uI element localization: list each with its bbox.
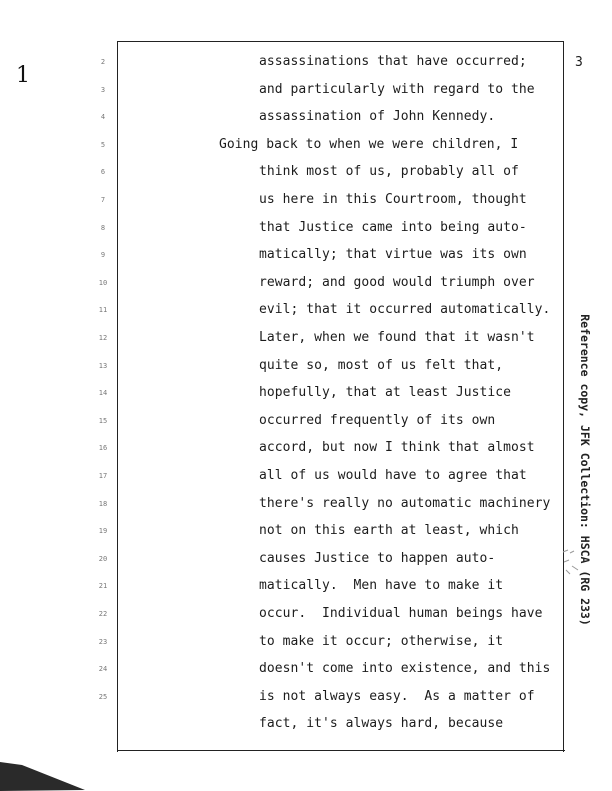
transcript-line: reward; and good would triumph over bbox=[259, 274, 535, 290]
reference-stamp: Reference copy, JFK Collection: HSCA (RG 233) bbox=[578, 314, 592, 626]
line-number: 24 bbox=[98, 665, 108, 674]
binding-shadow bbox=[0, 762, 90, 791]
transcript-line: and particularly with regard to the bbox=[259, 81, 535, 97]
ink-smudge bbox=[560, 548, 582, 576]
corner-mark: 1 bbox=[16, 63, 30, 88]
transcript-line: that Justice came into being auto- bbox=[259, 219, 527, 235]
line-number: 22 bbox=[98, 610, 108, 618]
line-number: 12 bbox=[98, 334, 108, 342]
transcript-line: evil; that it occurred automatically. bbox=[259, 302, 551, 318]
line-number: 14 bbox=[98, 389, 108, 398]
line-number: 19 bbox=[98, 527, 108, 536]
line-number: 17 bbox=[98, 472, 108, 480]
transcript-line: all of us would have to agree that bbox=[259, 468, 527, 483]
transcript-line: occurred frequently of its own bbox=[259, 412, 496, 428]
line-number: 4 bbox=[100, 113, 106, 122]
line-number: 13 bbox=[98, 361, 108, 370]
line-number: 10 bbox=[98, 278, 108, 287]
line-number: 5 bbox=[100, 140, 106, 149]
transcript-line: causes Justice to happen auto- bbox=[259, 550, 496, 566]
transcript-line: occur. Individual human beings have bbox=[259, 606, 543, 621]
line-number: 25 bbox=[98, 692, 108, 701]
line-number: 3 bbox=[100, 85, 106, 94]
transcript-line: assassination of John Kennedy. bbox=[259, 109, 496, 125]
transcript-line: matically. Men have to make it bbox=[259, 578, 504, 594]
transcript-line: assassinations that have occurred; bbox=[259, 54, 527, 69]
transcript-line: matically; that virtue was its own bbox=[259, 247, 527, 263]
line-number: 16 bbox=[98, 444, 108, 453]
line-number: 21 bbox=[98, 582, 108, 591]
transcript-line: think most of us, probably all of bbox=[259, 164, 519, 180]
transcript-line: us here in this Courtroom, thought bbox=[259, 192, 527, 207]
bottom-rule bbox=[117, 750, 565, 751]
transcript-line: to make it occur; otherwise, it bbox=[259, 633, 504, 649]
line-number: 23 bbox=[98, 637, 108, 646]
line-number: 9 bbox=[100, 251, 106, 260]
line-number: 6 bbox=[100, 168, 106, 177]
line-number: 20 bbox=[98, 554, 108, 563]
transcript-line: not on this earth at least, which bbox=[259, 523, 519, 539]
line-number: 7 bbox=[100, 196, 106, 204]
transcript-line: Going back to when we were children, I bbox=[219, 136, 519, 152]
transcript-line: there's really no automatic machinery bbox=[259, 495, 551, 511]
transcript-line: fact, it's always hard, because bbox=[259, 716, 504, 732]
page-number: 3 bbox=[575, 55, 583, 70]
transcript-line: Later, when we found that it wasn't bbox=[259, 330, 535, 345]
transcript-line: is not always easy. As a matter of bbox=[259, 688, 535, 704]
transcript-line: quite so, most of us felt that, bbox=[259, 357, 504, 373]
line-number: 2 bbox=[100, 58, 106, 66]
line-number: 8 bbox=[100, 223, 106, 232]
transcript-line: doesn't come into existence, and this bbox=[259, 661, 551, 677]
line-number: 18 bbox=[98, 499, 108, 508]
transcript-line: accord, but now I think that almost bbox=[259, 440, 535, 456]
line-number: 11 bbox=[98, 306, 108, 315]
transcript-line: hopefully, that at least Justice bbox=[259, 385, 512, 401]
line-number: 15 bbox=[98, 416, 108, 425]
